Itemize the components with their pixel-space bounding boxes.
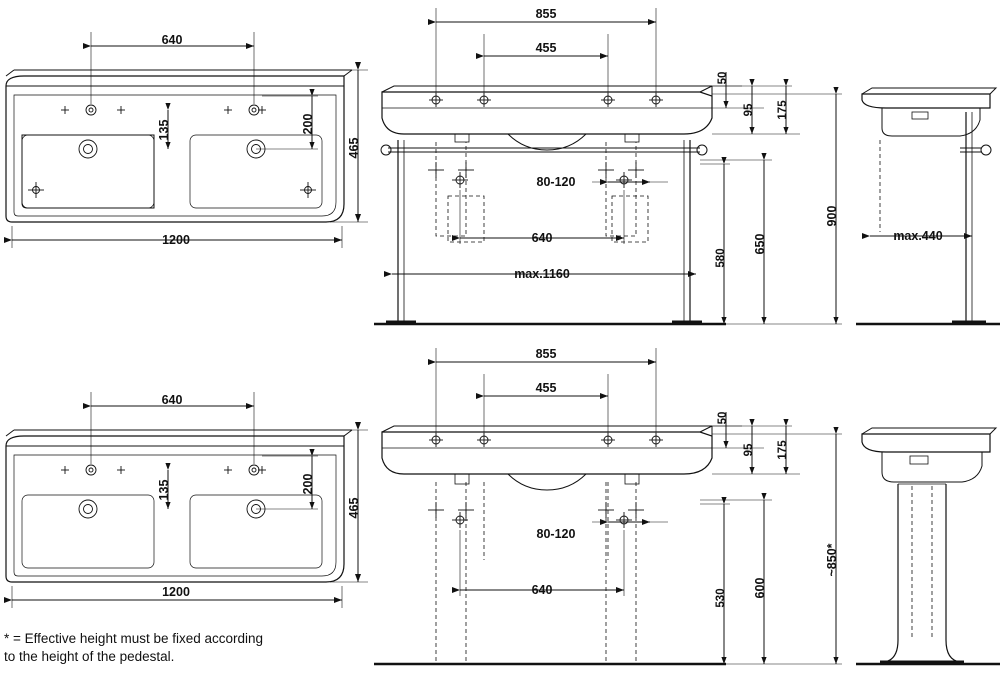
dim-max440: max.440 [893,229,943,243]
view-front-upper [374,8,842,324]
dim-640-waste-lower: 640 [531,583,553,597]
dim-95-upper: 95 [743,103,755,117]
dimension-labels [157,7,943,608]
dim-465-lower: 465 [347,497,361,519]
dim-530: 530 [715,588,727,608]
dim-900: 900 [825,205,839,227]
dim-200-upper: 200 [301,113,315,135]
dim-600: 600 [753,577,767,599]
dim-1200-upper: 1200 [162,233,190,247]
view-side-upper [856,88,1000,324]
footnote [4,630,364,666]
footnote-line-2: to the height of the pedestal. [4,649,175,665]
view-top-left-upper [6,32,368,248]
dim-580: 580 [715,248,727,268]
view-top-left-lower [6,392,368,608]
dim-200-lower: 200 [301,473,315,495]
dim-95-lower: 95 [743,443,755,457]
dim-650: 650 [753,233,767,255]
dim-640-top-upper: 640 [161,33,183,47]
dim-135-upper: 135 [157,119,171,141]
dim-135-lower: 135 [157,479,171,501]
dim-855-upper: 855 [535,7,557,21]
dim-455-lower: 455 [535,381,557,395]
dim-455-upper: 455 [535,41,557,55]
dim-175-lower: 175 [777,440,789,460]
dim-175-upper: 175 [777,100,789,120]
dim-850: ~850* [825,543,839,577]
footnote-line-1: * = Effective height must be fixed according [4,631,264,646]
dim-80-120-lower: 80-120 [536,527,576,541]
dim-855-lower: 855 [535,347,557,361]
dim-50-upper: 50 [717,71,729,85]
dim-640-top-lower: 640 [161,393,183,407]
dim-1200-lower: 1200 [162,585,190,599]
dim-640-waste-upper: 640 [531,231,553,245]
dim-80-120-upper: 80-120 [536,175,576,189]
view-front-lower [374,348,842,664]
dim-50-lower: 50 [717,411,729,425]
dim-max1160: max.1160 [514,267,570,281]
view-side-lower [856,428,1000,664]
dim-465-upper: 465 [347,137,361,159]
